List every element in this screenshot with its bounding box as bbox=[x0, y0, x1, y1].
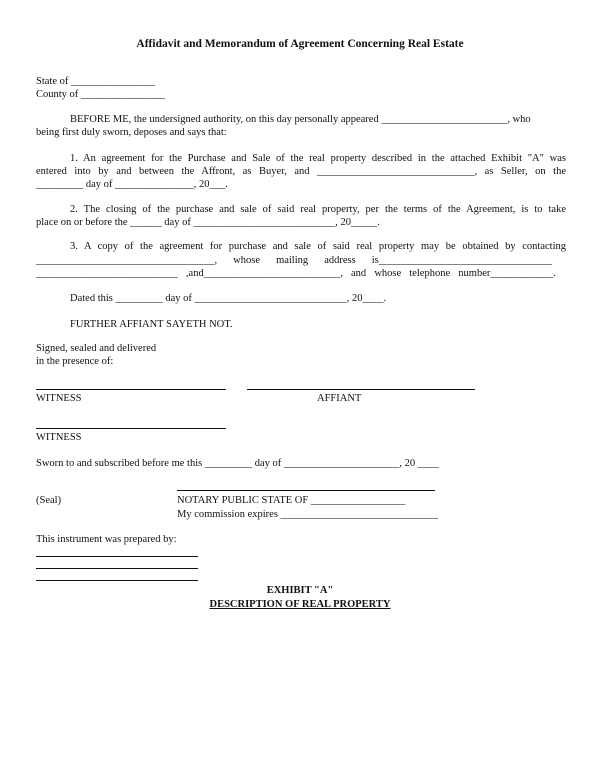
p3-line-1: 3. A copy of the agreement for purchase and sale of said real property may be obtained by contacting bbox=[70, 241, 566, 252]
notary-commission: My commission expires ______________________________ bbox=[177, 509, 439, 520]
affiant-signature-line bbox=[247, 389, 475, 390]
witness1-signature-line bbox=[36, 389, 226, 390]
exhibit-heading: EXHIBIT "A" bbox=[266, 585, 334, 596]
county-line: County of ________________ bbox=[36, 89, 165, 100]
signed-line-1: Signed, sealed and delivered bbox=[36, 343, 157, 354]
witness1-label: WITNESS bbox=[36, 393, 82, 404]
p1-line-2: entered into by and between the Affront, as Buyer, and ______________________________, as Seller, on the bbox=[36, 166, 566, 177]
p2-line-1: 2. The closing of the purchase and sale of said real property, per the terms of the Agreement, is to take bbox=[70, 204, 566, 215]
p1-line-1: 1. An agreement for the Purchase and Sale of the real property described in the attached Exhibit "A" was bbox=[70, 153, 566, 164]
intro-line-1 bbox=[70, 114, 531, 126]
further-affiant: FURTHER AFFIANT SAYETH NOT. bbox=[70, 319, 233, 330]
notary-state: NOTARY PUBLIC STATE OF __________________ bbox=[177, 495, 406, 506]
intro-who: , who bbox=[507, 114, 531, 125]
intro-text: BEFORE ME, the undersigned authority, on this day personally appeared bbox=[70, 114, 379, 125]
document-title: Affidavit and Memorandum of Agreement Concerning Real Estate bbox=[136, 38, 464, 50]
preparer-line-3 bbox=[36, 580, 198, 581]
p3-line-2: __________________________________, whose mailing address is_________________________________ bbox=[36, 255, 552, 266]
p1-line-3: _________ day of _______________, 20___. bbox=[36, 179, 228, 190]
dated-line: Dated this _________ day of _____________________________, 20____. bbox=[70, 293, 387, 304]
exhibit-subheading: DESCRIPTION OF REAL PROPERTY bbox=[209, 599, 391, 610]
preparer-line-2 bbox=[36, 568, 198, 569]
p3-line-3: ___________________________ ,and__________________________, and whose telephone number____________. bbox=[36, 268, 556, 279]
witness2-signature-line bbox=[36, 428, 226, 429]
affiant-label: AFFIANT bbox=[317, 393, 362, 404]
state-line: State of ________________ bbox=[36, 76, 155, 87]
intro-line-2: being first duly sworn, deposes and says that: bbox=[36, 127, 227, 138]
sworn-line: Sworn to and subscribed before me this _________ day of ______________________, 20 ____ bbox=[36, 458, 439, 469]
preparer-line-1 bbox=[36, 556, 198, 557]
witness2-label: WITNESS bbox=[36, 432, 82, 443]
notary-signature-line bbox=[177, 490, 435, 491]
prepared-by: This instrument was prepared by: bbox=[36, 534, 177, 545]
p2-line-2: place on or before the ______ day of ___________________________, 20_____. bbox=[36, 217, 380, 228]
signed-line-2: in the presence of: bbox=[36, 356, 114, 367]
seal-label: (Seal) bbox=[36, 495, 62, 506]
affiant-name-blank: ________________________ bbox=[381, 114, 508, 125]
